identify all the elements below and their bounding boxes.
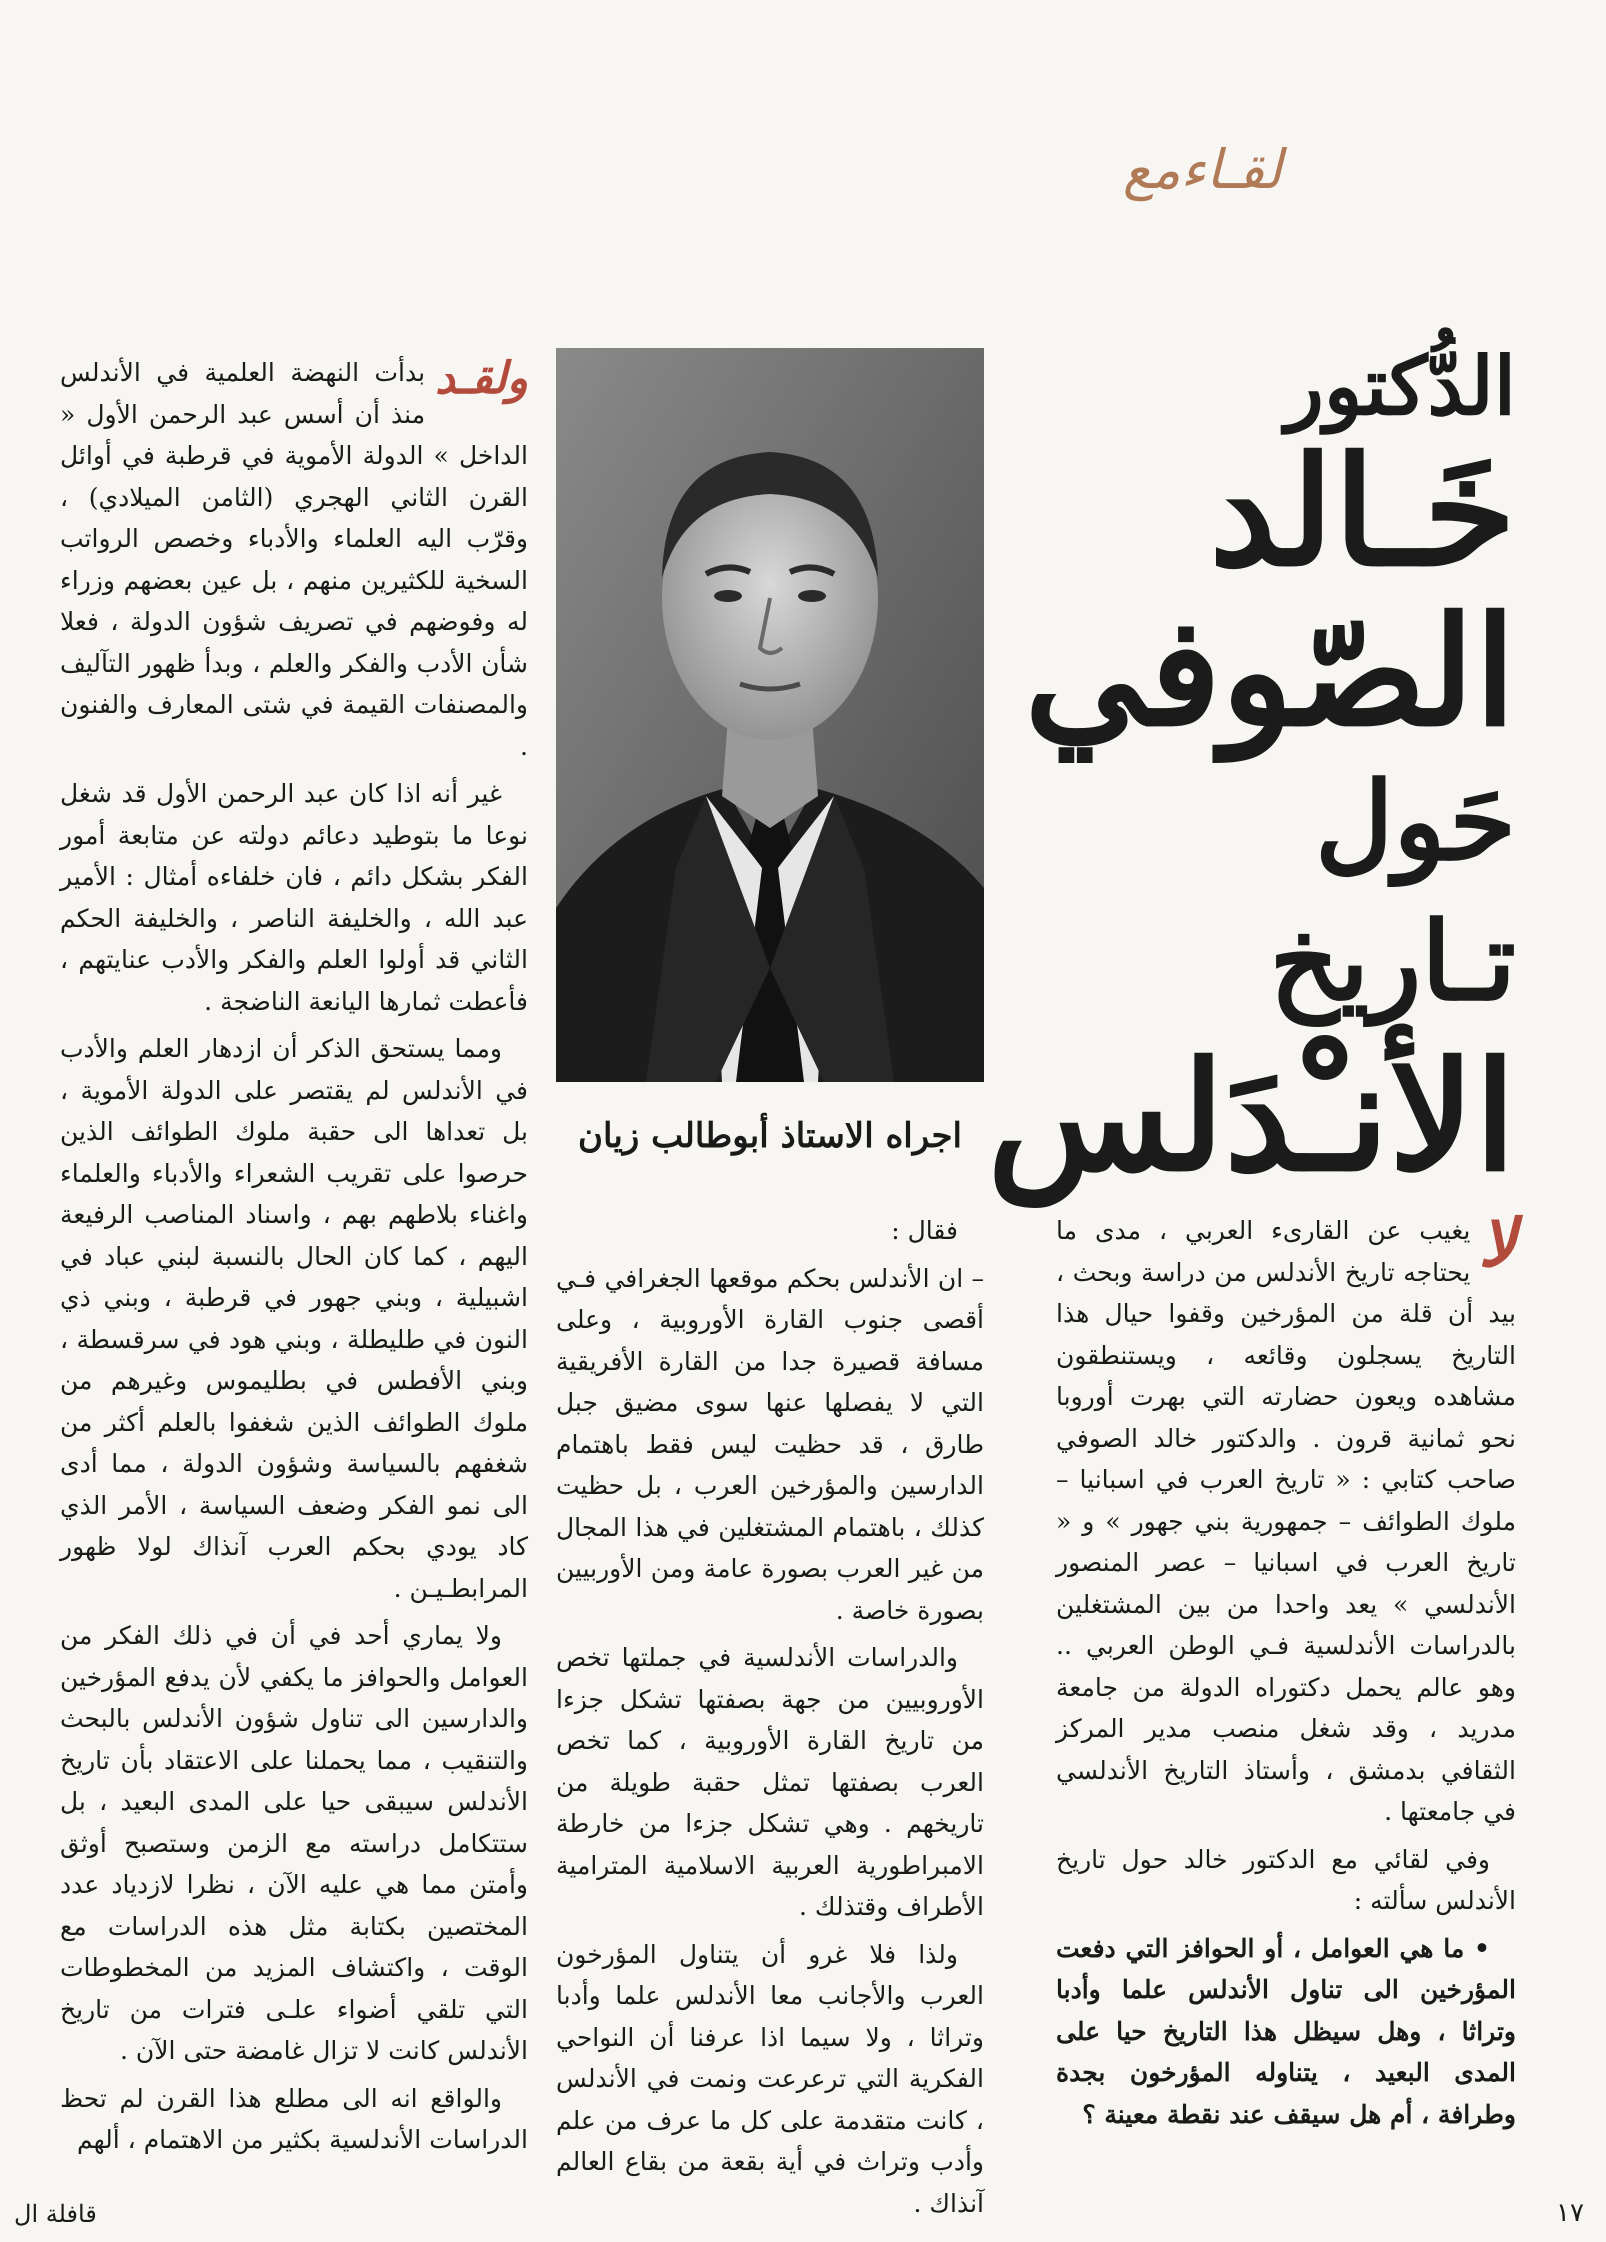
column-right [1056, 1204, 1516, 2141]
paragraph: فقال : [891, 1216, 958, 1245]
paragraph: ومما يستحق الذكر أن ازدهار العلم والأدب في الأندلس لم يقتصر على الدولة الأموية ، بل تعداها الى حقبة ملوك الطوائف الذين حرصوا على تقريب الشعراء والأدباء والعلماء واغناء بلاطهم بهم ، واسناد المناصب الرفيعة اليهم ، كما كان الحال بالنسبة لبني عباد في اشبيلية ، وبني جهور في قرطبة ، وبني ذي النون في طليطلة ، وبني هود في سرقسطة ، وبني الأفطس في بطليموس وغيرهم من ملوك الطوائف الذين شغفوا بالعلم أكثر من شغفهم بالسياسة وشؤون الدولة ، مما أدى الى نمو الفكر وضعف السياسة ، الأمر الذي كاد يودي بحكم العرب آنذاك لولا ظهور المرابطـيـن . [60, 1034, 528, 1603]
magazine-name: قافلة ال [14, 2200, 97, 2228]
title-line-2: خَـالد [1209, 424, 1516, 600]
paragraph: ولذا فلا غرو أن يتناول المؤرخون العرب والأجانب معا الأندلس علما وأدبا وتراثا ، ولا سيما اذا عرفنا أن النواحي الفكرية التي ترعرعت ونمت في الأندلس ، كانت متقدمة على كل ما عرف من علم وأدب وتراث في أية بقعة من بقاع العالم آنذاك . [556, 1939, 984, 2218]
paragraph: وفي لقائي مع الدكتور خالد حول تاريخ الأندلس سألته : [1056, 1844, 1516, 1915]
column-left [60, 352, 528, 2167]
portrait-photo [556, 348, 984, 1082]
paragraph: ولا يماري أحد في أن في ذلك الفكر من العوامل والحوافز ما يكفي لأن يدفع المؤرخين والدارسين الى تناول شؤون الأندلس بالبحث والتنقيب ، مما يحملنا على الاعتقاد بأن تاريخ الأندلس سيبقى حيا على المدى البعيد ، بل ستتكامل دراسته مع الزمن وستصبح أوثق وأمتن مما هي عليه الآن ، نظرا لازدياد عدد المختصين بكتابة مثل هذه الدراسات مع الوقت ، واكتشاف المزيد من المخطوطات التي تلقي أضواء علـى فترات من تاريخ الأندلس كانت لا تزال غامضة حتى الآن . [60, 1621, 528, 2065]
column-middle [556, 1210, 984, 2230]
paragraph: بدأت النهضة العلمية في الأندلس منذ أن أسس عبد الرحمن الأول « الداخل » الدولة الأموية في قرطبة في أوائل القرن الثاني الهجري (الثامن الميلادي) ، وقرّب اليه العلماء والأدباء وخصص الرواتب السخية للكثيرين منهم ، بل عين بعضهم وزراء له وفوضهم في تصريف شؤون الدولة ، فعلا شأن الأدب والفكر والعلم ، وبدأ ظهور التآليف والمصنفات القيمة في شتى المعارف والفنون . [60, 358, 528, 761]
section-label: لقـاءمع [1122, 138, 1282, 201]
title-line-5: الأنـْدَلس [987, 1029, 1516, 1205]
title-line-4: حَول تـاريخ [1269, 759, 1516, 1025]
page-number: ١٧ [1556, 2198, 1584, 2228]
paragraph: والواقع انه الى مطلع هذا القرن لم تحظ الدراسات الأندلسية بكثير من الاهتمام ، ألهم [60, 2083, 528, 2154]
paragraph: والدراسات الأندلسية في جملتها تخص الأوروبيين من جهة بصفتها تشكل جزءا من تاريخ القارة الأوروبية ، كما تخص العرب بصفتها تمثل حقبة طويلة من تاريخهم . وهي تشكل جزءا من خارطة الامبراطورية العربية الاسلامية المترامية الأطراف وقتذلك . [556, 1643, 984, 1921]
drop-word: ولقـد [435, 353, 528, 404]
title-line-1: الدُّكتور [1285, 339, 1516, 433]
title-line-3: الصّوفي [1024, 584, 1516, 760]
drop-cap: لا [1478, 1204, 1516, 1282]
paragraph: غير أنه اذا كان عبد الرحمن الأول قد شغل نوعا ما بتوطيد دعائم دولته عن متابعة أمور الفكر بشكل دائم ، فان خلفاءه أمثال : الأمير عبد الله ، والخليفة الناصر ، والخليفة الحكم الثاني قد أولوا العلم والفكر والأدب عنايتهم ، فأعطت ثمارها اليانعة الناضجة . [60, 779, 528, 1016]
paragraph: – ان الأندلس بحكم موقعها الجغرافي فـي أقصى جنوب القارة الأوروبية ، وعلى مسافة قصيرة جدا من القارة الأفريقية التي لا يفصلها عنها سوى مضيق جبل طارق ، قد حظيت ليس فقط باهتمام الدارسين والمؤرخين العرب ، بل حظيت كذلك ، باهتمام المشتغلين في هذا المجال من غير العرب بصورة عامة ومن الأوربيين بصورة خاصة . [556, 1263, 984, 1625]
portrait-image [556, 348, 984, 1082]
article-title [987, 339, 1516, 1205]
byline: اجراه الاستاذ أبوطالب زيان [578, 1116, 962, 1156]
interview-question: • ما هي العوامل ، أو الحوافز التي دفعت المؤرخين الى تناول الأندلس علما وأدبا وتراثا ، وهل سيظل هذا التاريخ حيا على المدى البعيد ، يتناوله المؤرخون بجدة وطرافة ، أم هل سيقف عند نقطة معينة ؟ [1056, 1933, 1516, 2129]
paragraph: يغيب عن القارىء العربي ، مدى ما يحتاجه تاريخ الأندلس من دراسة وبحث ، بيد أن قلة من المؤرخين وقفوا حيال هذا التاريخ يسجلون وقائعه ، ويستنطقون مشاهده ويعون حضارته التي بهرت أوروبا نحو ثمانية قرون . والدكتور خالد الصوفي صاحب كتابي : « تاريخ العرب في اسبانيا – ملوك الطوائف – جمهورية بني جهور » و « تاريخ العرب في اسبانيا – عصر المنصور الأندلسي » يعد واحدا من بين المشتغلين بالدراسات الأندلسية فـي الوطن العربي .. وهو عالم يحمل دكتوراه الدولة من جامعة مدريد ، وقد شغل منصب مدير المركز الثقافي بدمشق ، وأستاذ التاريخ الأندلسي في جامعتها . [1056, 1216, 1516, 1826]
